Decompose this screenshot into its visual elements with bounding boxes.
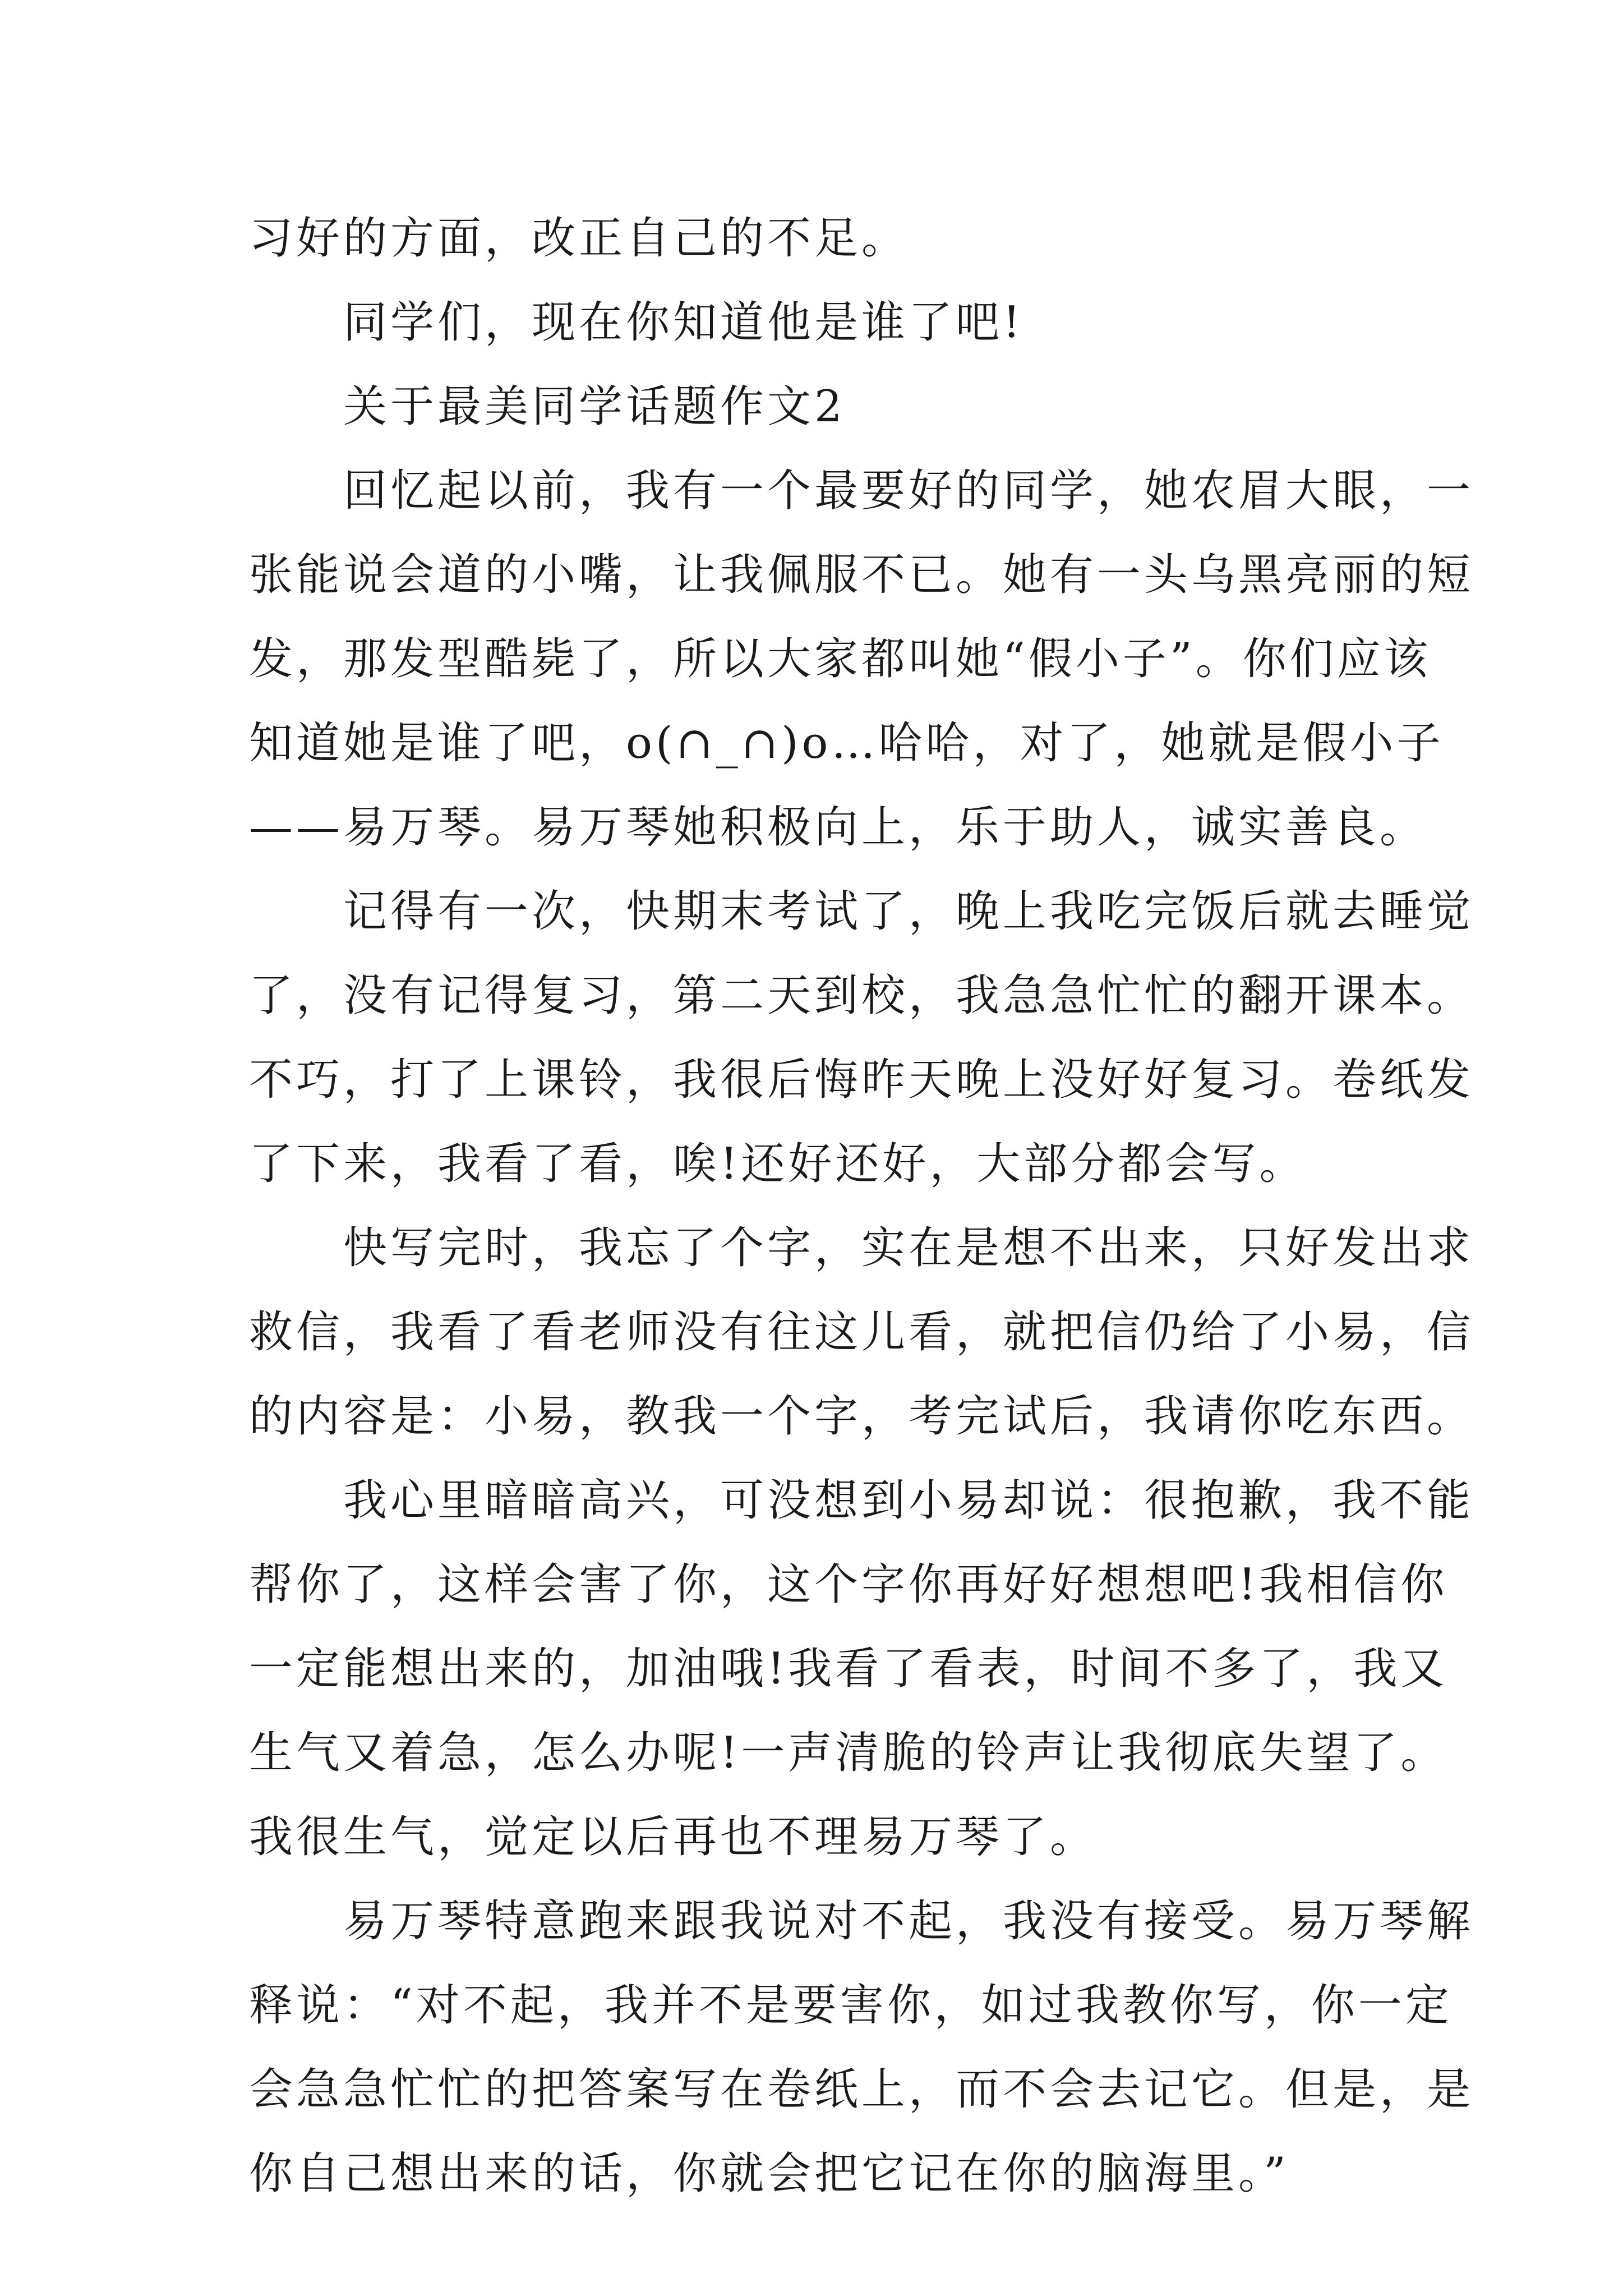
text-line: 我心里暗暗高兴，可没想到小易却说：很抱歉，我不能 [249,1475,1474,1526]
text-line: 的内容是：小易，教我一个字，考完试后，我请你吃东西。 [249,1391,1474,1442]
text-line: 回忆起以前，我有一个最要好的同学，她农眉大眼，一 [249,466,1474,516]
section-title: 关于最美同学话题作文2 [249,381,846,432]
text-line: ——易万琴。易万琴她积极向上，乐于助人，诚实善良。 [249,802,1427,853]
text-line: 张能说会道的小嘴，让我佩服不已。她有一头乌黑亮丽的短 [249,550,1474,600]
text-line: 发，那发型酷毙了，所以大家都叫她“假小子”。你们应该 [249,634,1431,684]
text-line: 快写完时，我忘了个字，实在是想不出来，只好发出求 [249,1223,1474,1273]
text-line: 释说：“对不起，我并不是要害你，如过我教你写，你一定 [249,1980,1453,2031]
text-line: 一定能想出来的，加油哦!我看了看表，时间不多了，我又 [249,1644,1448,1694]
text-line: 同学们，现在你知道他是谁了吧! [249,297,1024,348]
text-line: 了下来，我看了看，唉!还好还好，大部分都会写。 [249,1139,1307,1189]
text-line: 生气又着急，怎么办呢!一声清脆的铃声让我彻底失望了。 [249,1728,1448,1778]
text-line: 你自己想出来的话，你就会把它记在你的脑海里。” [249,2148,1289,2199]
text-line: 知道她是谁了吧，o(∩_∩)o…哈哈，对了，她就是假小子 [249,718,1444,769]
text-line: 会急急忙忙的把答案写在卷纸上，而不会去记它。但是，是 [249,2064,1474,2115]
text-line: 习好的方面，改正自己的不足。 [249,213,909,264]
text-line: 记得有一次，快期末考试了，晚上我吃完饭后就去睡觉 [249,886,1474,937]
text-line: 我很生气，觉定以后再也不理易万琴了。 [249,1812,1098,1862]
text-line: 救信，我看了看老师没有往这儿看，就把信仍给了小易，信 [249,1307,1474,1358]
text-line: 帮你了，这样会害了你，这个字你再好好想想吧!我相信你 [249,1559,1448,1610]
essay-body [249,196,1474,2216]
text-line: 了，没有记得复习，第二天到校，我急急忙忙的翻开课本。 [249,970,1474,1021]
text-line: 易万琴特意跑来跟我说对不起，我没有接受。易万琴解 [249,1896,1474,1947]
text-line: 不巧，打了上课铃，我很后悔昨天晚上没好好复习。卷纸发 [249,1055,1474,1105]
